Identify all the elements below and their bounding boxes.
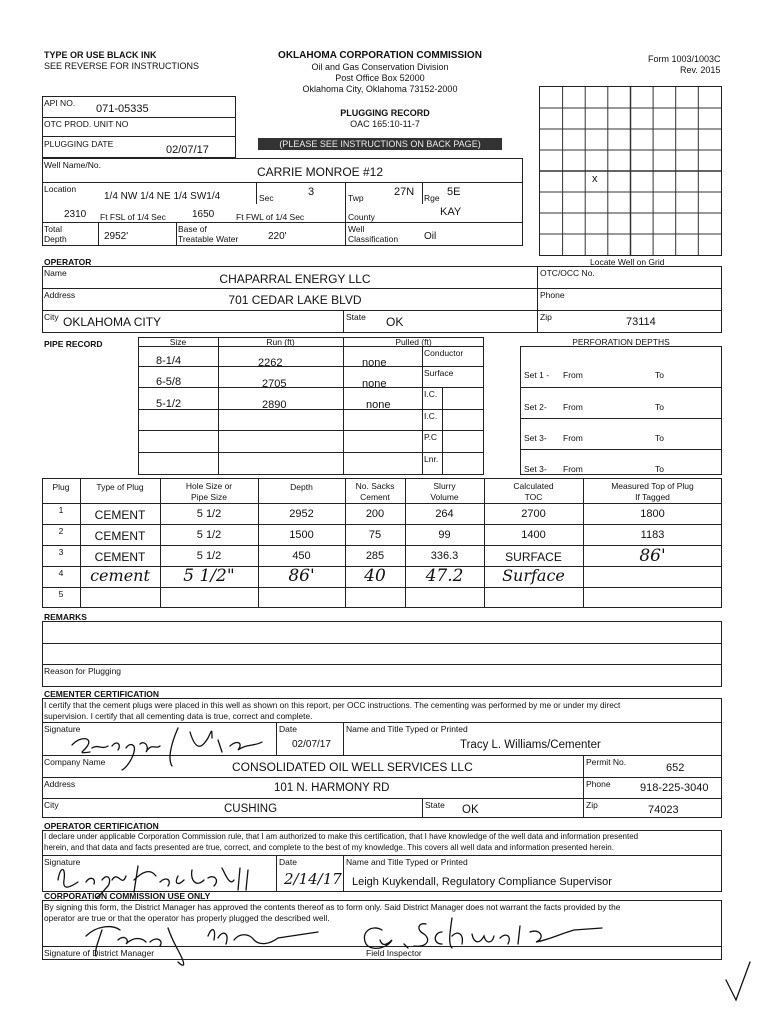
fwl-value[interactable]: 1650 xyxy=(192,209,215,220)
casing-type: Surface xyxy=(424,368,454,378)
plugging-date[interactable]: 02/07/17 xyxy=(166,144,209,156)
operator-state-label: State xyxy=(346,312,366,322)
agency-city: Oklahoma City, Oklahoma 73152-2000 xyxy=(302,84,458,94)
toc-header-1: Calculated xyxy=(513,481,554,491)
operator-cert-text-1: I declare under applicable Corporation Commission rule, that I am authorized to make this certification, that I have knowledge of the well data and information presented xyxy=(44,832,639,841)
cementer-state[interactable]: OK xyxy=(462,804,479,816)
plug-hole-size[interactable]: 5 1/2" xyxy=(183,566,235,586)
cementer-city[interactable]: CUSHING xyxy=(224,803,278,815)
hole-size-header-1: Hole Size or xyxy=(185,481,233,491)
operator-name-title[interactable]: Leigh Kuykendall, Regulatory Compliance Supervisor xyxy=(352,876,612,888)
well-name-label: Well Name/No. xyxy=(44,160,101,170)
plug-header: Plug xyxy=(52,482,70,492)
plug-type[interactable]: CEMENT xyxy=(94,550,146,564)
grid-caption: Locate Well on Grid xyxy=(590,257,665,267)
occ-text-1: By signing this form, the District Manager has approved the contents thereof as to form only. Said District Manager does not warrant the facts provided by the xyxy=(44,902,621,912)
casing-type: P.C xyxy=(424,432,438,442)
casing-type: Conductor xyxy=(424,348,464,358)
plug-toc[interactable]: 1400 xyxy=(521,529,546,541)
cementer-address-label: Address xyxy=(44,779,76,789)
perf-set-label: Set 3- xyxy=(524,464,547,474)
form-revision: Rev. 2015 xyxy=(680,65,721,75)
plug-sacks[interactable]: 75 xyxy=(368,529,382,541)
perf-from-label: From xyxy=(563,370,583,380)
pipe-size[interactable]: 8-1/4 xyxy=(156,355,182,367)
operator-date-label: Date xyxy=(279,857,297,867)
plug-hole-size[interactable]: 5 1/2 xyxy=(196,529,222,541)
location-label: Location xyxy=(44,184,77,194)
rge-value[interactable]: 5E xyxy=(447,186,461,198)
operator-city[interactable]: OKLAHOMA CITY xyxy=(63,315,162,329)
remarks-box[interactable] xyxy=(42,621,722,687)
location-value[interactable]: 1/4 NW 1/4 NE 1/4 SW1/4 xyxy=(104,191,221,202)
perf-from-label: From xyxy=(563,464,583,474)
api-label: API NO. xyxy=(44,98,76,108)
treatable-water-label-2: Treatable Water xyxy=(178,234,239,244)
plug-depth[interactable]: 450 xyxy=(292,550,311,562)
plug-sacks[interactable]: 200 xyxy=(365,508,385,520)
cementer-cert-section: CEMENTER CERTIFICATION xyxy=(44,689,160,699)
cementer-phone-label: Phone xyxy=(586,779,611,789)
division-name: Oil and Gas Conservation Division xyxy=(311,62,449,72)
instructions-banner: (PLEASE SEE INSTRUCTIONS ON BACK PAGE) xyxy=(258,138,502,150)
operator-city-label: City xyxy=(44,312,59,322)
cementer-address[interactable]: 101 N. HARMONY RD xyxy=(274,782,390,794)
review-checkmark xyxy=(726,962,750,1000)
plug-hole-size[interactable]: 5 1/2 xyxy=(196,508,222,520)
remarks-label: REMARKS xyxy=(44,612,87,622)
measured-top-header-2: If Tagged xyxy=(635,492,670,502)
treatable-water[interactable]: 220' xyxy=(268,231,287,242)
pipe-run[interactable]: 2705 xyxy=(262,378,287,390)
perf-set-label: Set 1 - xyxy=(524,370,550,380)
plug-sacks[interactable]: 40 xyxy=(364,566,386,586)
plug-number: 5 xyxy=(58,589,64,599)
sacks-header-2: Cement xyxy=(360,492,390,502)
casing-type: I.C. xyxy=(424,411,438,421)
permit-label: Permit No. xyxy=(586,757,627,767)
po-box: Post Office Box 52000 xyxy=(335,73,425,83)
district-manager-label: Signature of District Manager xyxy=(44,948,155,958)
operator-name-label: Name xyxy=(44,268,67,278)
agency-name: OKLAHOMA CORPORATION COMMISSION xyxy=(278,50,482,61)
perf-to-label: To xyxy=(655,370,664,380)
company-name[interactable]: CONSOLIDATED OIL WELL SERVICES LLC xyxy=(232,760,473,774)
form-title: PLUGGING RECORD xyxy=(340,108,430,118)
occ-text-2: operator are true or that the operator has properly plugged the described well. xyxy=(44,913,330,923)
operator-address-label: Address xyxy=(44,290,76,300)
plug-measured-top[interactable]: 1800 xyxy=(640,508,665,520)
location-grid[interactable] xyxy=(539,86,722,256)
well-name[interactable]: CARRIE MONROE #12 xyxy=(256,165,384,179)
operator-zip-label: Zip xyxy=(540,312,552,322)
plug-depth[interactable]: 1500 xyxy=(289,529,314,541)
ink-instruction: TYPE OR USE BLACK INK xyxy=(44,50,157,60)
well-class-label-2: Classification xyxy=(348,234,399,244)
pipe-pulled-header: Pulled (ft) xyxy=(395,337,432,347)
cementer-phone[interactable]: 918-225-3040 xyxy=(640,782,709,794)
twp-label: Twp xyxy=(348,193,364,203)
well-grid-mark: x xyxy=(592,173,598,185)
cementer-cert-text-1: I certify that the cement plugs were placed in this well as shown on this report, per OCC instructions. The cementing was performed by me or under my direct xyxy=(44,700,621,710)
pipe-record-section: PIPE RECORD xyxy=(44,339,103,349)
cementer-name-title-label: Name and Title Typed or Printed xyxy=(346,724,468,734)
casing-type: I.C. xyxy=(424,389,438,399)
perforation-title: PERFORATION DEPTHS xyxy=(572,337,670,347)
api-number[interactable]: 071-05335 xyxy=(96,103,149,115)
slurry-header-1: Slurry xyxy=(433,481,456,491)
otc-occ-label: OTC/OCC No. xyxy=(540,268,595,278)
operator-section: OPERATOR xyxy=(44,257,92,267)
depth-header: Depth xyxy=(290,482,313,492)
plug-type[interactable]: CEMENT xyxy=(94,529,146,543)
plug-slurry[interactable]: 264 xyxy=(435,508,454,520)
plug-type[interactable]: cement xyxy=(90,566,150,585)
perf-from-label: From xyxy=(563,402,583,412)
plug-number: 1 xyxy=(58,505,64,515)
sacks-header-1: No. Sacks xyxy=(355,481,395,491)
perf-set-label: Set 3- xyxy=(524,433,547,443)
plug-toc[interactable]: SURFACE xyxy=(505,550,562,564)
total-depth-label-1: Total xyxy=(44,224,62,234)
pipe-run[interactable]: 2890 xyxy=(262,399,287,411)
cementer-signature-label: Signature xyxy=(44,724,81,734)
cementer-date[interactable]: 02/07/17 xyxy=(292,739,331,750)
plug-toc[interactable]: 2700 xyxy=(521,508,546,520)
fsl-label: Ft FSL of 1/4 Sec xyxy=(100,212,166,222)
county-label: County xyxy=(348,212,375,222)
plug-number: 3 xyxy=(58,547,64,557)
fwl-label: Ft FWL of 1/4 Sec xyxy=(236,212,305,222)
slurry-header-2: Volume xyxy=(430,492,459,502)
perf-from-label: From xyxy=(563,433,583,443)
operator-address[interactable]: 701 CEDAR LAKE BLVD xyxy=(228,293,362,307)
fsl-value[interactable]: 2310 xyxy=(64,209,87,220)
county-value[interactable]: KAY xyxy=(440,206,462,218)
perf-set-label: Set 2- xyxy=(524,402,547,412)
toc-header-2: TOC xyxy=(524,492,543,502)
total-depth-label-2: Depth xyxy=(44,234,67,244)
operator-state[interactable]: OK xyxy=(386,315,404,329)
cementer-date-label: Date xyxy=(279,724,297,734)
reason-for-plugging-label: Reason for Plugging xyxy=(44,666,122,676)
operator-phone-label: Phone xyxy=(540,290,565,300)
plug-depth[interactable]: 86' xyxy=(288,566,315,586)
casing-type: Lnr. xyxy=(424,454,439,464)
plug-type-header: Type of Plug xyxy=(96,482,144,492)
well-class-label-1: Well xyxy=(348,224,365,234)
perf-to-label: To xyxy=(655,433,664,443)
perf-to-label: To xyxy=(655,464,664,474)
plug-depth[interactable]: 2952 xyxy=(289,508,314,520)
pipe-run-header: Run (ft) xyxy=(266,337,295,347)
twp-value[interactable]: 27N xyxy=(394,186,415,198)
company-name-label: Company Name xyxy=(44,757,106,767)
pipe-pulled[interactable]: none xyxy=(362,378,387,390)
sec-value[interactable]: 3 xyxy=(308,186,315,198)
plug-number: 2 xyxy=(58,526,64,536)
pipe-pulled[interactable]: none xyxy=(362,357,387,369)
operator-zip[interactable]: 73114 xyxy=(626,316,656,328)
perforation-box xyxy=(520,346,722,475)
rge-label: Rge xyxy=(424,193,440,203)
well-class[interactable]: Oil xyxy=(424,231,437,242)
treatable-water-label-1: Base of xyxy=(178,224,207,234)
field-inspector-label: Field Inspector xyxy=(366,948,422,958)
otc-unit-label: OTC PROD. UNIT NO xyxy=(44,119,129,129)
perf-to-label: To xyxy=(655,402,664,412)
hole-size-header-2: Pipe Size xyxy=(191,492,227,502)
plug-number: 4 xyxy=(58,568,64,578)
form-number: Form 1003/1003C xyxy=(648,54,721,64)
operator-name-title-label: Name and Title Typed or Printed xyxy=(346,857,468,867)
pipe-pulled[interactable]: none xyxy=(366,399,391,411)
reverse-instruction: SEE REVERSE FOR INSTRUCTIONS xyxy=(44,61,200,71)
sec-label: Sec xyxy=(259,193,274,203)
plug-toc[interactable]: Surface xyxy=(502,566,565,585)
cementer-zip-label: Zip xyxy=(586,800,598,810)
occ-section: CORPORATION COMMISSION USE ONLY xyxy=(44,891,211,901)
oac-reference: OAC 165:10-11-7 xyxy=(350,119,420,129)
cementer-zip[interactable]: 74023 xyxy=(648,804,679,816)
operator-cert-text-2: herein, and that data and facts presented are true, correct, and complete to the best of my knowledge. This covers all well data and information presented herein. xyxy=(44,843,614,852)
pipe-size[interactable]: 6-5/8 xyxy=(156,376,182,388)
cementer-cert-text-2: supervision. I certify that all cementing data is true, correct and complete. xyxy=(44,711,313,721)
cementer-state-label: State xyxy=(425,800,445,810)
operator-signature-label: Signature xyxy=(44,857,81,867)
permit-number[interactable]: 652 xyxy=(666,762,685,774)
plugging-date-label: PLUGGING DATE xyxy=(44,139,114,149)
plug-type[interactable]: CEMENT xyxy=(94,508,146,522)
plug-measured-top[interactable]: 1183 xyxy=(640,529,665,541)
operator-cert-section: OPERATOR CERTIFICATION xyxy=(44,821,159,831)
plug-slurry[interactable]: 336.3 xyxy=(430,550,459,562)
plug-sacks[interactable]: 285 xyxy=(365,550,385,562)
pipe-size[interactable]: 5-1/2 xyxy=(156,398,182,410)
pipe-run[interactable]: 2262 xyxy=(258,357,283,369)
measured-top-header-1: Measured Top of Plug xyxy=(611,481,694,491)
operator-name[interactable]: CHAPARRAL ENERGY LLC xyxy=(219,272,371,286)
plug-slurry[interactable]: 99 xyxy=(438,529,451,541)
pipe-size-header: Size xyxy=(169,337,187,347)
cementer-name-title[interactable]: Tracy L. Williams/Cementer xyxy=(460,739,601,751)
plug-slurry[interactable]: 47.2 xyxy=(425,566,464,586)
operator-cert-date[interactable]: 2/14/17 xyxy=(284,870,342,888)
cementer-city-label: City xyxy=(44,800,59,810)
grid-lines xyxy=(540,87,721,255)
plug-measured-top[interactable]: 86' xyxy=(639,546,666,566)
plug-hole-size[interactable]: 5 1/2 xyxy=(196,550,222,562)
total-depth[interactable]: 2952' xyxy=(104,231,129,242)
